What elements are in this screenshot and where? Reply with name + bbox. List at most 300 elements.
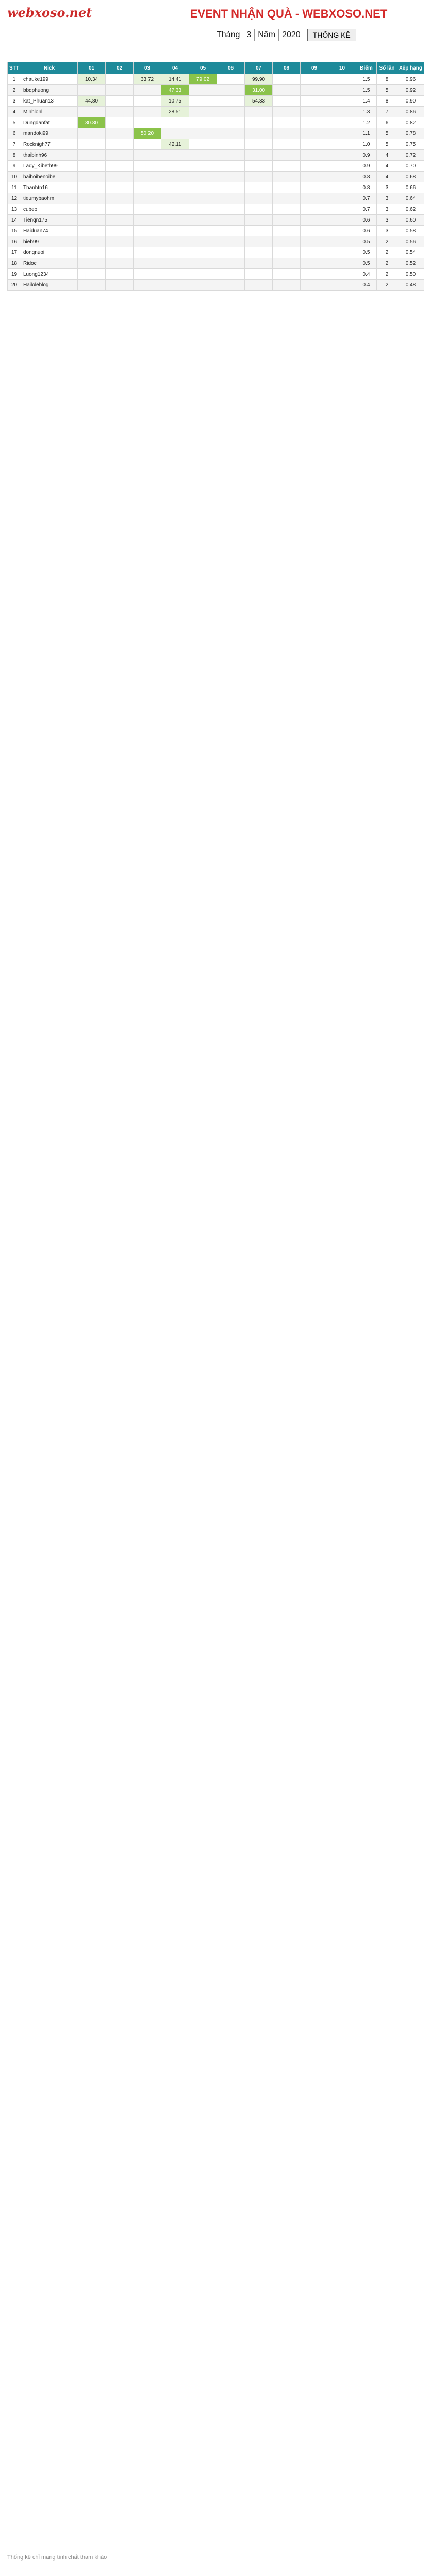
table-cell	[217, 117, 245, 128]
table-cell: 6	[377, 117, 397, 128]
nick-cell[interactable]: chauke199	[21, 74, 78, 85]
table-cell	[273, 280, 301, 291]
table-row	[8, 139, 424, 150]
table-cell: 9	[8, 161, 21, 172]
table-cell	[217, 193, 245, 204]
table-cell: 0.96	[397, 74, 424, 85]
table-cell	[328, 226, 356, 236]
table-cell	[273, 74, 301, 85]
page-title: EVENT NHẬN QUÀ - WEBXOSO.NET	[190, 7, 388, 20]
table-cell: 2	[8, 85, 21, 96]
table-cell	[134, 85, 161, 96]
table-cell: 2	[377, 269, 397, 280]
table-cell	[189, 107, 217, 117]
table-cell	[301, 150, 328, 161]
column-header: 04	[161, 62, 189, 74]
nick-cell[interactable]: thaibinh96	[21, 150, 78, 161]
nick-cell[interactable]: Minhlonl	[21, 107, 78, 117]
table-cell	[78, 182, 106, 193]
table-cell	[301, 74, 328, 85]
year-select[interactable]: 2020	[278, 29, 304, 41]
table-cell	[301, 161, 328, 172]
table-cell	[245, 193, 273, 204]
nick-cell[interactable]: Thanhtn16	[21, 182, 78, 193]
table-cell: 0.6	[356, 226, 377, 236]
table-cell	[328, 247, 356, 258]
table-cell: 0.8	[356, 172, 377, 182]
table-cell: 5	[377, 85, 397, 96]
table-cell	[328, 161, 356, 172]
table-cell	[78, 204, 106, 215]
table-cell: 31.00	[245, 85, 273, 96]
table-cell	[301, 280, 328, 291]
table-cell	[134, 150, 161, 161]
table-cell	[301, 96, 328, 107]
table-cell: 11	[8, 182, 21, 193]
table-row	[8, 150, 424, 161]
site-logo[interactable]: webxoso.net	[7, 5, 92, 20]
table-row	[8, 226, 424, 236]
table-cell	[245, 161, 273, 172]
table-cell: 18	[8, 258, 21, 269]
table-cell	[245, 107, 273, 117]
table-cell	[161, 161, 189, 172]
table-cell: 8	[377, 74, 397, 85]
table-cell	[78, 107, 106, 117]
table-cell	[189, 117, 217, 128]
table-cell	[328, 258, 356, 269]
table-cell	[106, 96, 134, 107]
nick-cell[interactable]: kat_Phuan13	[21, 96, 78, 107]
table-cell	[245, 258, 273, 269]
table-cell	[217, 247, 245, 258]
table-cell: 15	[8, 226, 21, 236]
table-cell: 2	[377, 258, 397, 269]
column-header: 03	[134, 62, 161, 74]
table-cell: 17	[8, 247, 21, 258]
table-row	[8, 107, 424, 117]
table-cell: 0.64	[397, 193, 424, 204]
table-cell: 0.82	[397, 117, 424, 128]
table-cell	[189, 236, 217, 247]
table-cell: 0.72	[397, 150, 424, 161]
table-cell	[78, 85, 106, 96]
table-cell: 0.90	[397, 96, 424, 107]
table-cell: 5	[377, 139, 397, 150]
ranking-table	[7, 62, 424, 291]
table-cell: 0.9	[356, 161, 377, 172]
column-header: STT	[8, 62, 21, 74]
table-cell: 79.02	[189, 74, 217, 85]
table-cell: 0.68	[397, 172, 424, 182]
table-cell	[78, 172, 106, 182]
table-cell	[78, 247, 106, 258]
table-cell	[78, 139, 106, 150]
table-cell	[106, 226, 134, 236]
table-cell	[217, 226, 245, 236]
nick-cell[interactable]: cubeo	[21, 204, 78, 215]
table-cell	[78, 226, 106, 236]
table-cell	[161, 128, 189, 139]
table-cell	[134, 258, 161, 269]
ranking-table-container	[7, 62, 424, 291]
nick-cell[interactable]: mandoki99	[21, 128, 78, 139]
nick-cell[interactable]: bbqphuong	[21, 85, 78, 96]
table-cell	[301, 107, 328, 117]
table-cell	[78, 280, 106, 291]
nick-cell[interactable]: Dungdanfat	[21, 117, 78, 128]
table-cell: 6	[8, 128, 21, 139]
table-row	[8, 236, 424, 247]
table-row	[8, 85, 424, 96]
table-cell: 8	[8, 150, 21, 161]
month-label: Tháng	[217, 30, 240, 39]
table-cell	[328, 117, 356, 128]
table-cell	[328, 193, 356, 204]
nick-cell[interactable]: Haiduan74	[21, 226, 78, 236]
table-cell	[134, 96, 161, 107]
table-cell	[273, 139, 301, 150]
table-cell	[245, 204, 273, 215]
table-cell	[189, 139, 217, 150]
column-header: 02	[106, 62, 134, 74]
table-cell: 0.54	[397, 247, 424, 258]
table-cell	[273, 172, 301, 182]
table-cell	[301, 182, 328, 193]
table-cell	[189, 161, 217, 172]
table-cell: 0.7	[356, 204, 377, 215]
table-cell	[161, 215, 189, 226]
table-cell: 1	[8, 74, 21, 85]
table-cell	[245, 150, 273, 161]
table-cell	[328, 139, 356, 150]
table-cell	[106, 74, 134, 85]
table-cell	[245, 139, 273, 150]
year-label: Năm	[258, 30, 276, 39]
table-row	[8, 161, 424, 172]
table-cell: 1.4	[356, 96, 377, 107]
table-cell	[328, 96, 356, 107]
table-cell	[328, 85, 356, 96]
nick-cell[interactable]: Hailoleblog	[21, 280, 78, 291]
table-cell	[217, 215, 245, 226]
table-cell	[273, 258, 301, 269]
table-cell	[106, 215, 134, 226]
table-cell: 0.92	[397, 85, 424, 96]
nick-cell[interactable]: Luong1234	[21, 269, 78, 280]
table-cell: 3	[377, 193, 397, 204]
table-cell: 0.6	[356, 215, 377, 226]
table-cell	[245, 226, 273, 236]
table-cell: 1.1	[356, 128, 377, 139]
table-cell: 14.41	[161, 74, 189, 85]
table-cell: 4	[8, 107, 21, 117]
table-cell	[189, 215, 217, 226]
table-cell: 5	[8, 117, 21, 128]
table-cell	[106, 172, 134, 182]
table-cell	[161, 172, 189, 182]
table-cell	[301, 204, 328, 215]
table-cell	[161, 182, 189, 193]
table-cell	[301, 258, 328, 269]
table-cell	[301, 193, 328, 204]
table-cell	[217, 204, 245, 215]
table-cell	[301, 128, 328, 139]
table-cell	[161, 204, 189, 215]
table-cell: 54.33	[245, 96, 273, 107]
footer-note: Thống kê chỉ mang tính chất tham khảo	[7, 2554, 107, 2561]
table-cell: 2	[377, 280, 397, 291]
nick-cell[interactable]: Tienqn175	[21, 215, 78, 226]
table-cell	[217, 280, 245, 291]
table-cell: 0.48	[397, 280, 424, 291]
table-cell	[245, 128, 273, 139]
table-cell: 0.52	[397, 258, 424, 269]
table-cell	[78, 128, 106, 139]
table-cell: 0.86	[397, 107, 424, 117]
table-cell: 0.9	[356, 150, 377, 161]
column-header: 06	[217, 62, 245, 74]
table-row	[8, 215, 424, 226]
month-select[interactable]: 3	[243, 29, 255, 41]
nick-cell[interactable]: Rocknigh77	[21, 139, 78, 150]
table-cell	[161, 150, 189, 161]
table-cell	[189, 150, 217, 161]
table-cell: 44.80	[78, 96, 106, 107]
nick-cell[interactable]: baihoibenoibe	[21, 172, 78, 182]
table-cell: 10	[8, 172, 21, 182]
table-cell	[106, 193, 134, 204]
table-cell	[328, 215, 356, 226]
table-cell	[217, 236, 245, 247]
table-cell: 1.0	[356, 139, 377, 150]
column-header: 05	[189, 62, 217, 74]
table-cell: 16	[8, 236, 21, 247]
table-cell: 3	[8, 96, 21, 107]
table-cell	[134, 161, 161, 172]
table-cell	[78, 193, 106, 204]
table-cell: 1.2	[356, 117, 377, 128]
table-cell	[273, 247, 301, 258]
table-cell: 30.80	[78, 117, 106, 128]
table-row	[8, 258, 424, 269]
column-header: Xếp hạng	[397, 62, 424, 74]
table-cell	[217, 107, 245, 117]
table-cell	[134, 215, 161, 226]
table-cell	[189, 128, 217, 139]
table-row	[8, 74, 424, 85]
table-cell	[273, 236, 301, 247]
table-cell	[106, 280, 134, 291]
table-cell	[217, 74, 245, 85]
table-cell	[273, 215, 301, 226]
table-cell	[78, 150, 106, 161]
table-cell: 0.62	[397, 204, 424, 215]
table-cell: 0.4	[356, 280, 377, 291]
table-cell: 19	[8, 269, 21, 280]
table-cell: 47.33	[161, 85, 189, 96]
table-cell: 8	[377, 96, 397, 107]
table-cell	[245, 182, 273, 193]
table-cell	[161, 269, 189, 280]
table-cell	[328, 269, 356, 280]
table-cell	[106, 236, 134, 247]
table-cell: 0.66	[397, 182, 424, 193]
table-cell: 0.5	[356, 236, 377, 247]
table-cell	[245, 269, 273, 280]
table-cell	[161, 247, 189, 258]
table-cell	[134, 139, 161, 150]
table-cell	[78, 269, 106, 280]
table-cell	[134, 182, 161, 193]
table-cell	[217, 85, 245, 96]
table-cell: 10.75	[161, 96, 189, 107]
table-cell	[217, 182, 245, 193]
table-cell	[189, 182, 217, 193]
column-header: 01	[78, 62, 106, 74]
table-cell	[217, 139, 245, 150]
table-cell: 3	[377, 182, 397, 193]
table-cell: 7	[8, 139, 21, 150]
table-cell	[273, 107, 301, 117]
nick-cell[interactable]: hieb99	[21, 236, 78, 247]
table-cell	[189, 204, 217, 215]
table-cell	[301, 172, 328, 182]
table-cell	[328, 280, 356, 291]
table-cell	[106, 182, 134, 193]
table-cell	[106, 258, 134, 269]
table-cell	[189, 247, 217, 258]
table-cell	[328, 182, 356, 193]
table-cell: 10.34	[78, 74, 106, 85]
table-cell	[328, 172, 356, 182]
table-cell	[189, 269, 217, 280]
table-cell: 2	[377, 236, 397, 247]
table-cell	[106, 247, 134, 258]
table-cell	[161, 236, 189, 247]
table-cell	[134, 172, 161, 182]
table-cell	[106, 204, 134, 215]
table-cell	[301, 247, 328, 258]
table-cell	[161, 117, 189, 128]
column-header: 09	[301, 62, 328, 74]
table-cell	[245, 280, 273, 291]
page-header	[0, 0, 431, 62]
table-cell: 7	[377, 107, 397, 117]
table-cell	[106, 269, 134, 280]
table-cell	[106, 107, 134, 117]
table-cell	[161, 193, 189, 204]
table-cell	[134, 193, 161, 204]
table-cell	[301, 215, 328, 226]
table-cell: 12	[8, 193, 21, 204]
nick-cell[interactable]: dongnuoi	[21, 247, 78, 258]
table-cell	[106, 161, 134, 172]
table-row	[8, 182, 424, 193]
table-cell	[273, 128, 301, 139]
column-header: 08	[273, 62, 301, 74]
table-cell	[328, 107, 356, 117]
table-cell: 1.5	[356, 85, 377, 96]
column-header: Nick	[21, 62, 78, 74]
table-cell	[245, 247, 273, 258]
table-cell: 42.11	[161, 139, 189, 150]
table-cell: 0.5	[356, 247, 377, 258]
table-cell: 0.56	[397, 236, 424, 247]
table-cell	[301, 226, 328, 236]
table-cell: 2	[377, 247, 397, 258]
table-cell	[78, 258, 106, 269]
table-cell: 0.78	[397, 128, 424, 139]
table-cell	[301, 236, 328, 247]
table-cell: 0.5	[356, 258, 377, 269]
table-cell	[217, 96, 245, 107]
table-cell	[217, 258, 245, 269]
table-cell: 28.51	[161, 107, 189, 117]
table-cell: 3	[377, 215, 397, 226]
table-cell	[273, 85, 301, 96]
nick-cell[interactable]: tieumybaohm	[21, 193, 78, 204]
table-cell: 50.20	[134, 128, 161, 139]
table-cell	[134, 107, 161, 117]
table-row	[8, 117, 424, 128]
table-cell: 4	[377, 150, 397, 161]
column-header: Điểm	[356, 62, 377, 74]
table-cell: 0.7	[356, 193, 377, 204]
table-cell: 0.8	[356, 182, 377, 193]
table-cell: 1.5	[356, 74, 377, 85]
table-row	[8, 204, 424, 215]
table-cell: 1.3	[356, 107, 377, 117]
table-cell	[161, 258, 189, 269]
table-cell	[134, 117, 161, 128]
table-row	[8, 280, 424, 291]
table-cell: 14	[8, 215, 21, 226]
table-cell	[189, 96, 217, 107]
table-cell: 0.70	[397, 161, 424, 172]
column-header: Số lần	[377, 62, 397, 74]
table-cell	[189, 172, 217, 182]
table-cell	[106, 139, 134, 150]
table-cell: 0.60	[397, 215, 424, 226]
table-cell	[328, 236, 356, 247]
table-cell	[161, 226, 189, 236]
nick-cell[interactable]: Ridoc	[21, 258, 78, 269]
table-cell	[189, 193, 217, 204]
nick-cell[interactable]: Lady_Kibeth99	[21, 161, 78, 172]
table-cell: 3	[377, 204, 397, 215]
table-cell	[328, 128, 356, 139]
table-cell	[134, 280, 161, 291]
stats-button[interactable]: THỐNG KÊ	[307, 29, 356, 41]
table-cell	[217, 172, 245, 182]
table-cell: 0.4	[356, 269, 377, 280]
table-cell	[273, 193, 301, 204]
column-header: 07	[245, 62, 273, 74]
table-row	[8, 128, 424, 139]
table-cell	[189, 258, 217, 269]
table-cell	[273, 117, 301, 128]
table-cell	[78, 161, 106, 172]
table-cell	[161, 280, 189, 291]
table-cell	[273, 269, 301, 280]
table-cell	[245, 172, 273, 182]
table-cell: 5	[377, 128, 397, 139]
table-cell	[301, 117, 328, 128]
table-cell: 0.75	[397, 139, 424, 150]
table-row	[8, 172, 424, 182]
table-cell	[134, 226, 161, 236]
